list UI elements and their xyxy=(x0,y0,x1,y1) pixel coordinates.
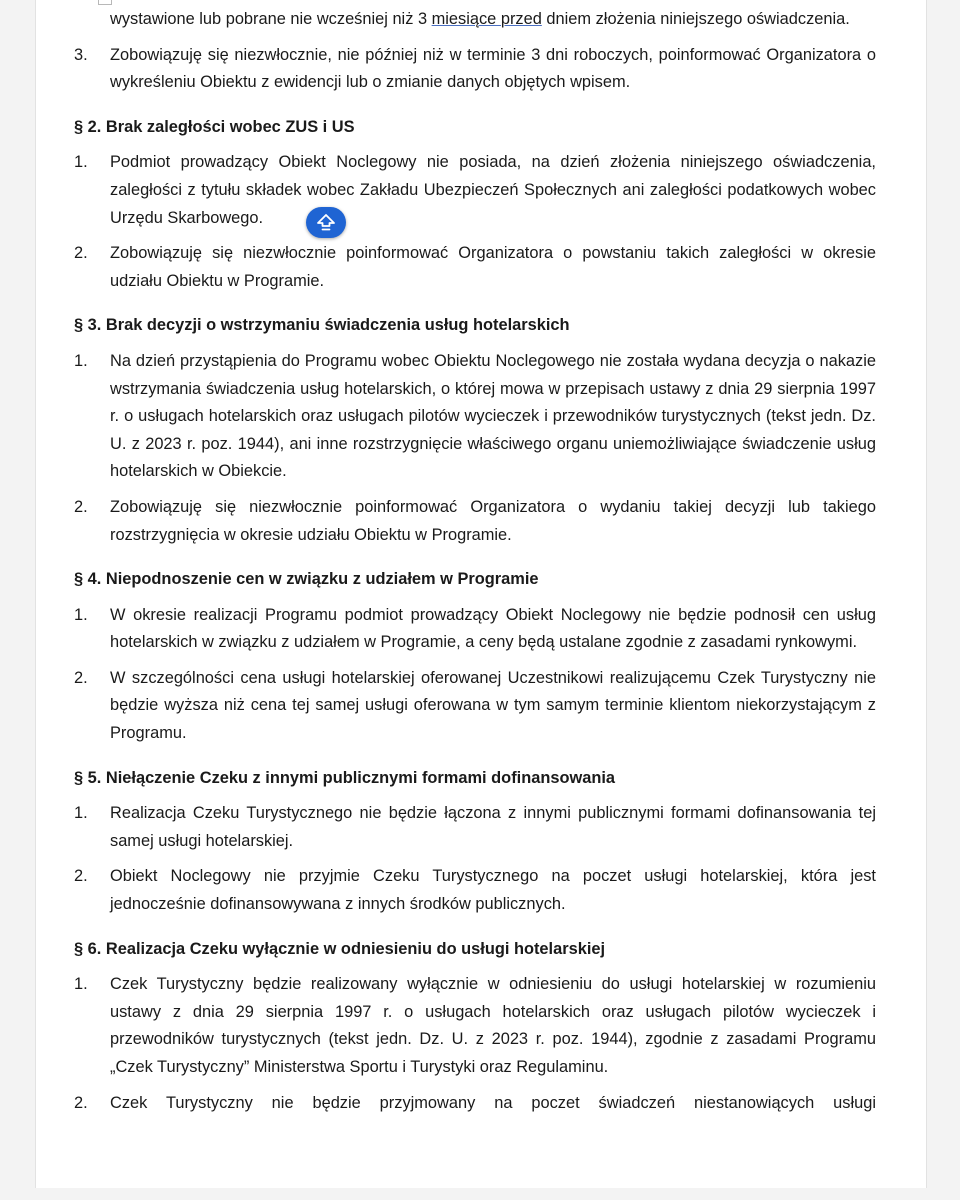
scroll-up-button[interactable] xyxy=(306,207,346,238)
item-number: 1. xyxy=(74,975,88,994)
item-number: 1. xyxy=(74,351,88,370)
list-item xyxy=(74,348,876,486)
item-text: Podmiot prowadzący Obiekt Noclegowy nie posiada, na dzień złożenia niniejszego oświadczenia, zaległości z tytułu składek wobec Zakładu Ubezpieczeń Społecznych ani zaległości podatkowych wobec Urzędu Skarbowego. xyxy=(110,153,876,227)
item-text: Czek Turystyczny nie będzie przyjmowany na poczet świadczeń niestanowiących usługi xyxy=(110,1093,876,1112)
item-number: 2. xyxy=(74,244,88,263)
list-item xyxy=(74,602,876,657)
section-title: § 5. Niełączenie Czeku z innymi publicznymi formami dofinansowania xyxy=(74,768,616,787)
list-item xyxy=(74,240,876,295)
item-number: 2. xyxy=(74,497,88,516)
section-title: § 3. Brak decyzji o wstrzymaniu świadczenia usług hotelarskich xyxy=(74,316,570,335)
item-number: 3. xyxy=(74,45,88,64)
list-item xyxy=(74,971,876,1081)
page-bottom-strip xyxy=(0,1188,960,1200)
spellcheck-underline: miesiące przed xyxy=(431,10,542,28)
document-content xyxy=(74,6,876,1117)
item-number: 1. xyxy=(74,804,88,823)
page-top-marker xyxy=(98,0,112,5)
continued-paragraph: wystawione lub pobrane nie wcześniej niż 3 miesiące przed dniem złożenia niniejszego oświadczenia. xyxy=(110,10,850,28)
list-item xyxy=(74,494,876,549)
list-item xyxy=(74,149,876,232)
item-text: Czek Turystyczny będzie realizowany wyłącznie w odniesieniu do usługi hotelarskiej w rozumieniu ustawy z dnia 29 sierpnia 1997 r. o usługach hotelarskich oraz usługach pilotów wycieczek i przewodników turystycznych (tekst jedn. Dz. U. z 2023 r. poz. 1944), zgodnie z zasadami Programu „Czek Turystyczny” Ministerstwa Sportu i Turystyki oraz Regulaminu. xyxy=(110,975,876,1076)
item-text: Obiekt Noclegowy nie przyjmie Czeku Turystycznego na poczet usługi hotelarskiej, która jest jednocześnie dofinansowywana z innych środków publicznych. xyxy=(110,867,876,914)
list-item xyxy=(74,863,876,918)
section-title: § 4. Niepodnoszenie cen w związku z udziałem w Programie xyxy=(74,570,539,589)
item-text: W okresie realizacji Programu podmiot prowadzący Obiekt Noclegowy nie będzie podnosił cen usług hotelarskich w związku z udziałem w Programie, a ceny będą ustalane zgodnie z zasadami rynkowymi. xyxy=(110,605,876,652)
list-item xyxy=(74,665,876,748)
section-title: § 6. Realizacja Czeku wyłącznie w odniesieniu do usługi hotelarskiej xyxy=(74,939,606,958)
item-number: 2. xyxy=(74,867,88,886)
item-text: Zobowiązuję się niezwłocznie, nie później niż w terminie 3 dni roboczych, poinformować Organizatora o wykreśleniu Obiektu z ewidencji lub o zmianie danych objętych wpisem. xyxy=(110,45,876,92)
item-number: 1. xyxy=(74,153,88,172)
item-text: Na dzień przystąpienia do Programu wobec Obiektu Noclegowego nie została wydana decyzja o nakazie wstrzymania świadczenia usług hotelarskich, o której mowa w przepisach ustawy z dnia 29 sierpnia 1997 r. o usługach hotelarskich oraz usługach pilotów wycieczek i przewodników turystycznych (tekst jedn. Dz. U. z 2023 r. poz. 1944), ani inne rozstrzygnięcie właściwego organu uniemożliwiające świadczenie usług hotelarskich w Obiekcie. xyxy=(110,351,876,481)
item-text: Realizacja Czeku Turystycznego nie będzie łączona z innymi publicznymi formami dofinansowania tej samej usługi hotelarskiej. xyxy=(110,804,876,850)
item-text: Zobowiązuję się niezwłocznie poinformować Organizatora o powstaniu takich zaległości w okresie udziału Obiektu w Programie. xyxy=(110,244,876,290)
item-text: W szczególności cena usługi hotelarskiej oferowanej Uczestnikowi realizującemu Czek Turystyczny nie będzie wyższa niż cena tej samej usługi oferowana w tym samym terminie klientom niekorzystającym z Programu. xyxy=(110,668,876,743)
item-number: 2. xyxy=(74,1093,88,1112)
item-number: 2. xyxy=(74,668,88,687)
document-page xyxy=(36,0,926,1188)
section-title: § 2. Brak zaległości wobec ZUS i US xyxy=(74,117,355,136)
item-text: Zobowiązuję się niezwłocznie poinformować Organizatora o wydaniu takiej decyzji lub takiego rozstrzygnięcia w okresie udziału Obiektu w Programie. xyxy=(110,497,876,544)
list-item xyxy=(74,1090,876,1118)
scroll-up-icon xyxy=(316,213,336,233)
list-item xyxy=(74,800,876,855)
list-item xyxy=(74,42,876,97)
item-number: 1. xyxy=(74,605,88,624)
